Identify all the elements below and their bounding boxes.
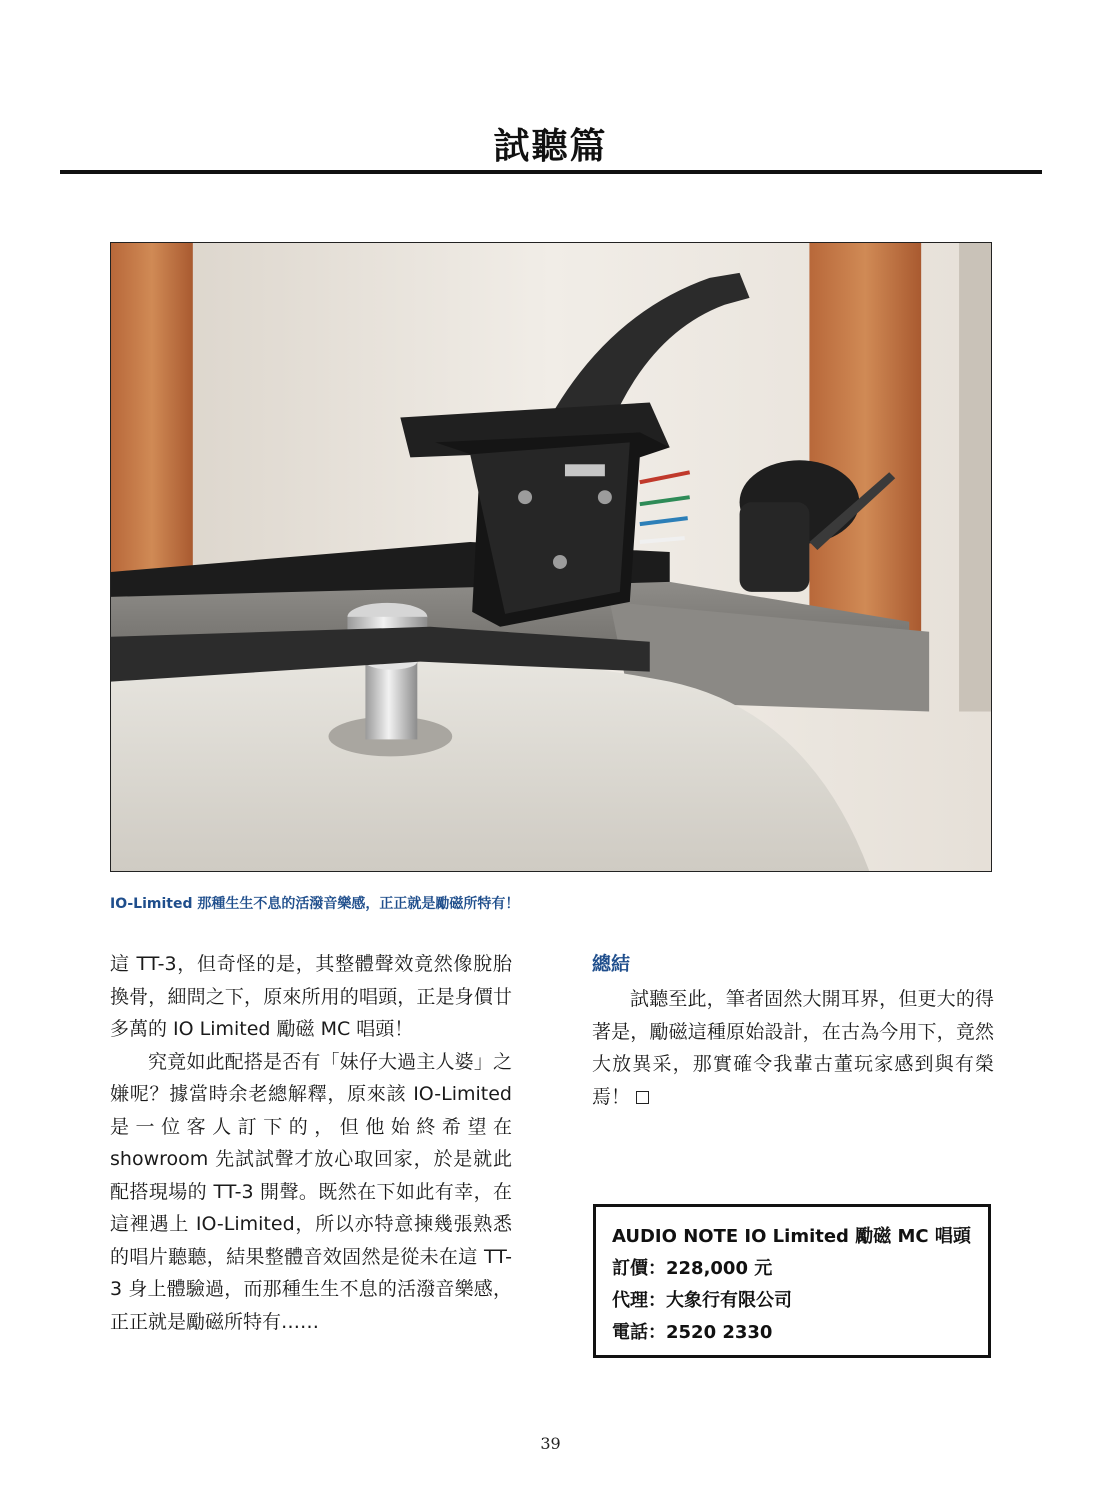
cartridge-photo bbox=[110, 242, 992, 872]
summary-paragraph bbox=[592, 983, 994, 1113]
end-mark-icon bbox=[636, 1091, 649, 1104]
article-paragraph: 究竟如此配搭是否有「妹仔大過主人婆」之嫌呢？據當時余老總解釋，原來該 IO-Limited 是一位客人訂下的，但他始終希望在 showroom 先試試聲才放心取回家，於是就此配搭現場的 TT-3 開聲。既然在下如此有幸，在這裡遇上 IO-Limited，所以亦特意揀幾張熟悉的唱片聽聽，結果整體音效固然是從未在這 TT-3 身上體驗過，而那種生生不息的活潑音樂感，正正就是勵磁所特有…… bbox=[110, 1050, 512, 1333]
article-body-left bbox=[110, 948, 512, 1338]
article-paragraph: 這 TT-3，但奇怪的是，其整體聲效竟然像脫胎換骨，細問之下，原來所用的唱頭，正是身價廿多萬的 IO Limited 勵磁 MC 唱頭！ bbox=[110, 953, 512, 1040]
page-number: 39 bbox=[540, 1434, 561, 1453]
title-divider bbox=[60, 170, 1042, 174]
product-phone: 電話：2520 2330 bbox=[612, 1322, 773, 1343]
summary-heading: 總結 bbox=[592, 953, 631, 975]
product-agent: 代理：大象行有限公司 bbox=[612, 1290, 792, 1311]
page-title: 試聽篇 bbox=[493, 126, 608, 167]
summary-section bbox=[592, 948, 994, 1113]
product-price: 訂價：228,000 元 bbox=[612, 1258, 773, 1279]
product-name: AUDIO NOTE IO Limited 勵磁 MC 唱頭 bbox=[612, 1226, 971, 1247]
summary-text: 試聽至此，筆者固然大開耳界，但更大的得著是，勵磁這種原始設計，在古為今用下，竟然大放異采，那實確令我輩古董玩家感到與有榮焉！ bbox=[592, 988, 994, 1108]
product-info-box bbox=[593, 1204, 991, 1358]
photo-caption: IO-Limited 那種生生不息的活潑音樂感，正正就是勵磁所特有！ bbox=[110, 896, 520, 912]
